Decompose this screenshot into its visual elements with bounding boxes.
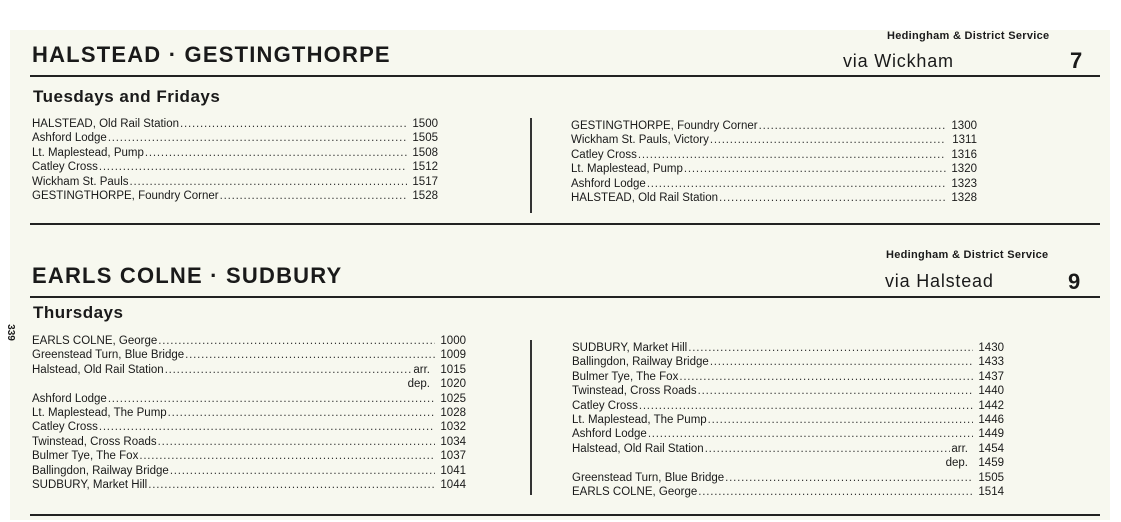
timetable-row xyxy=(32,392,466,406)
dot-leader xyxy=(158,334,435,348)
dot-leader xyxy=(220,189,407,203)
dot-leader xyxy=(688,341,973,355)
timetable-row xyxy=(572,413,1004,427)
stop-time: 1034 xyxy=(440,435,466,448)
stop-time: 1316 xyxy=(951,148,977,161)
timetable-row xyxy=(572,442,1004,456)
inbound-stop-list xyxy=(571,119,977,205)
stop-time: 1437 xyxy=(978,370,1004,383)
stop-time: 1528 xyxy=(412,190,438,203)
stop-name: GESTINGTHORPE, Foundry Corner xyxy=(571,120,758,132)
arrival-label: arr. xyxy=(413,363,430,376)
dot-leader xyxy=(108,392,435,406)
stop-name: Wickham St. Pauls xyxy=(32,175,129,188)
outbound-stop-list xyxy=(32,334,466,492)
route-via: via Halstead xyxy=(885,271,994,291)
dot-leader xyxy=(165,363,413,377)
stop-name: SUDBURY, Market Hill xyxy=(32,479,148,492)
timetable-row xyxy=(572,341,1004,355)
route-title: HALSTEAD · GESTINGTHORPE xyxy=(32,42,391,67)
dot-leader xyxy=(99,420,435,434)
timetable-row xyxy=(571,177,977,191)
operating-days: Tuesdays and Fridays xyxy=(33,87,221,106)
timetable-row xyxy=(571,148,977,162)
dot-leader xyxy=(185,348,435,362)
dot-leader xyxy=(759,119,946,133)
stop-time: 1459 xyxy=(978,457,1004,470)
timetable-row xyxy=(572,355,1004,369)
dot-leader xyxy=(710,133,946,147)
header-rule xyxy=(30,296,1100,298)
route-via: via Wickham xyxy=(843,51,954,71)
stop-time: 1000 xyxy=(440,335,466,347)
stop-name: Catley Cross xyxy=(572,399,638,412)
stop-name: HALSTEAD, Old Rail Station xyxy=(571,192,719,205)
dot-leader xyxy=(725,471,973,485)
stop-name: Bulmer Tye, The Fox xyxy=(572,370,679,383)
stop-time: 1041 xyxy=(440,464,466,477)
timetable-row xyxy=(32,131,438,145)
dot-leader xyxy=(638,148,946,162)
stop-name: Twinstead, Cross Roads xyxy=(572,385,697,398)
timetable-row xyxy=(32,464,466,478)
departure-label: dep. xyxy=(407,378,430,391)
dot-leader xyxy=(99,160,407,174)
stop-time: 1320 xyxy=(951,163,977,176)
stop-name: SUDBURY, Market Hill xyxy=(572,342,688,354)
dot-leader xyxy=(648,427,973,441)
stop-time: 1508 xyxy=(412,146,438,159)
dot-leader xyxy=(710,355,973,369)
dot-leader xyxy=(647,177,946,191)
timetable-row xyxy=(32,348,466,362)
dot-leader xyxy=(180,117,407,131)
route-title: EARLS COLNE · SUDBURY xyxy=(32,263,343,288)
stop-time: 1449 xyxy=(978,428,1004,441)
stop-name: Halstead, Old Rail Station xyxy=(32,363,164,376)
dot-leader xyxy=(698,384,973,398)
departure-label: dep. xyxy=(945,457,968,470)
stop-name: Twinstead, Cross Roads xyxy=(32,435,157,448)
outbound-stop-list xyxy=(32,117,438,203)
timetable-row xyxy=(571,191,977,205)
stop-time: 1512 xyxy=(412,161,438,174)
stop-name: Ashford Lodge xyxy=(571,177,646,190)
stop-name: Greenstead Turn, Blue Bridge xyxy=(32,349,185,362)
departure-row xyxy=(572,456,1004,470)
departure-row xyxy=(32,377,466,391)
stop-name: Catley Cross xyxy=(571,148,637,161)
dot-leader xyxy=(130,175,408,189)
stop-name: Lt. Maplestead, Pump xyxy=(571,163,683,176)
timetable-row xyxy=(572,384,1004,398)
dot-leader xyxy=(639,399,973,413)
dot-leader xyxy=(145,146,407,160)
stop-name: Lt. Maplestead, The Pump xyxy=(572,414,707,427)
stop-time: 1517 xyxy=(412,175,438,188)
stop-time: 1500 xyxy=(412,118,438,130)
stop-time: 1015 xyxy=(440,363,466,376)
stop-time: 1430 xyxy=(978,342,1004,354)
stop-name: Ballingdon, Railway Bridge xyxy=(572,356,709,369)
stop-time: 1009 xyxy=(440,349,466,362)
stop-time: 1020 xyxy=(440,378,466,391)
stop-name: Greenstead Turn, Blue Bridge xyxy=(572,471,725,484)
timetable-row xyxy=(32,363,466,377)
timetable-row xyxy=(572,427,1004,441)
service-operator: Hedingham & District Service xyxy=(886,249,1049,261)
column-divider xyxy=(530,340,532,495)
stop-name: HALSTEAD, Old Rail Station xyxy=(32,118,180,130)
header-rule xyxy=(30,75,1100,77)
service-operator: Hedingham & District Service xyxy=(887,30,1050,42)
section-rule xyxy=(30,223,1100,225)
stop-time: 1025 xyxy=(440,392,466,405)
stop-time: 1328 xyxy=(951,192,977,205)
stop-time: 1446 xyxy=(978,414,1004,427)
timetable-row xyxy=(32,435,466,449)
stop-time: 1300 xyxy=(951,120,977,132)
stop-time: 1032 xyxy=(440,421,466,434)
stop-name: Catley Cross xyxy=(32,421,98,434)
stop-name: Lt. Maplestead, The Pump xyxy=(32,407,167,420)
timetable-row xyxy=(32,420,466,434)
operating-days: Thursdays xyxy=(33,303,124,322)
stop-time: 1311 xyxy=(952,134,977,147)
dot-leader xyxy=(139,449,435,463)
stop-name: Ashford Lodge xyxy=(32,392,107,405)
stop-name: Lt. Maplestead, Pump xyxy=(32,146,144,159)
timetable-row xyxy=(32,117,438,131)
dot-leader xyxy=(148,478,435,492)
stop-time: 1505 xyxy=(412,132,438,145)
stop-time: 1454 xyxy=(978,442,1004,455)
timetable-row xyxy=(32,160,438,174)
stop-time: 1505 xyxy=(978,471,1004,484)
timetable-row xyxy=(32,175,438,189)
timetable-row xyxy=(572,471,1004,485)
stop-time: 1440 xyxy=(978,385,1004,398)
timetable-row xyxy=(32,334,466,348)
dot-leader xyxy=(719,191,946,205)
dot-leader xyxy=(170,464,435,478)
timetable-row xyxy=(32,449,466,463)
dot-leader xyxy=(698,485,973,499)
dot-leader xyxy=(108,131,407,145)
stop-time: 1044 xyxy=(440,479,466,492)
section-rule xyxy=(30,514,1100,516)
timetable-row xyxy=(32,146,438,160)
stop-name: Ashford Lodge xyxy=(572,428,647,441)
timetable-row xyxy=(572,370,1004,384)
timetable-row xyxy=(572,485,1004,499)
dot-leader xyxy=(708,413,973,427)
stop-time: 1323 xyxy=(951,177,977,190)
route-number: 9 xyxy=(1068,269,1081,294)
stop-name: Wickham St. Pauls, Victory xyxy=(571,134,709,147)
stop-name: Ballingdon, Railway Bridge xyxy=(32,464,169,477)
timetable-row xyxy=(32,478,466,492)
stop-time: 1028 xyxy=(440,407,466,420)
page-number: 339 xyxy=(4,324,16,341)
timetable-row xyxy=(572,399,1004,413)
dot-leader xyxy=(168,406,435,420)
stop-name: Catley Cross xyxy=(32,161,98,174)
stop-time: 1433 xyxy=(978,356,1004,369)
arrival-label: arr. xyxy=(951,442,968,455)
stop-name: EARLS COLNE, George xyxy=(572,486,698,499)
dot-leader xyxy=(705,442,951,456)
stop-name: Bulmer Tye, The Fox xyxy=(32,450,139,463)
timetable-row xyxy=(571,162,977,176)
stop-name: EARLS COLNE, George xyxy=(32,335,158,347)
stop-time: 1442 xyxy=(978,399,1004,412)
column-divider xyxy=(530,118,532,213)
stop-name: Ashford Lodge xyxy=(32,132,107,145)
stop-name: GESTINGTHORPE, Foundry Corner xyxy=(32,190,219,203)
stop-name: Halstead, Old Rail Station xyxy=(572,442,704,455)
timetable-row xyxy=(571,133,977,147)
dot-leader xyxy=(679,370,973,384)
timetable-row xyxy=(571,119,977,133)
stop-time: 1514 xyxy=(978,486,1004,499)
dot-leader xyxy=(684,162,946,176)
timetable-row xyxy=(32,406,466,420)
route-number: 7 xyxy=(1070,48,1083,73)
dot-leader xyxy=(158,435,435,449)
stop-time: 1037 xyxy=(440,450,466,463)
timetable-row xyxy=(32,189,438,203)
inbound-stop-list xyxy=(572,341,1004,499)
